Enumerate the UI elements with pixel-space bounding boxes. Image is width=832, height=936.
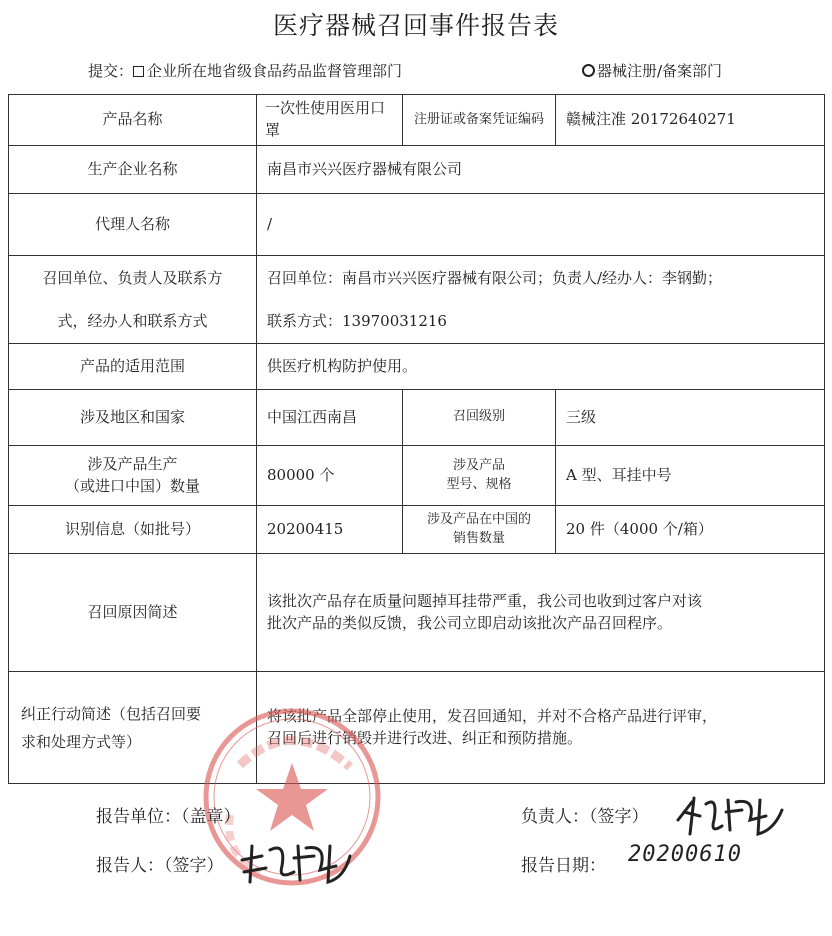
table-row xyxy=(9,95,825,146)
quantity-value: 80000 个 xyxy=(257,446,403,506)
model-label-line2: 型号、规格 xyxy=(446,476,512,492)
table-row xyxy=(9,390,825,446)
registration-label: 注册证或备案凭证编码 xyxy=(403,95,556,146)
corrective-value-line2: 召回后进行销毁并进行改进、纠正和预防措施。 xyxy=(267,728,583,747)
table-row xyxy=(9,554,825,672)
reporter-signature-icon xyxy=(236,838,356,888)
model-label xyxy=(403,446,556,506)
responsible-signature-icon xyxy=(670,790,790,840)
manufacturer-value: 南昌市兴兴医疗器械有限公司 xyxy=(257,146,825,194)
sales-label xyxy=(403,506,556,554)
radio-circle-icon[interactable] xyxy=(582,64,595,77)
table-row xyxy=(9,672,825,784)
table-row xyxy=(9,256,825,344)
quantity-label-line1: 涉及产品生产 xyxy=(87,454,178,473)
submit-left-option: 企业所在地省级食品药品监督管理部门 xyxy=(147,62,403,80)
corrective-value xyxy=(257,672,825,784)
table-row xyxy=(9,506,825,554)
recall-unit-label-line1: 召回单位、负责人及联系方 xyxy=(42,268,223,287)
corrective-label-line1: 纠正行动简述（包括召回要 xyxy=(21,704,202,723)
report-unit-label: 报告单位：（盖章） xyxy=(96,807,241,827)
table-row xyxy=(9,194,825,256)
agent-value: / xyxy=(257,194,825,256)
quantity-label-line2: （或进口中国）数量 xyxy=(64,476,200,495)
quantity-label xyxy=(9,446,257,506)
reason-value xyxy=(257,554,825,672)
agent-label: 代理人名称 xyxy=(9,194,257,256)
recall-unit-value-line1: 召回单位：南昌市兴兴医疗器械有限公司；负责人/经办人：李钢勤； xyxy=(267,268,723,287)
model-value: A 型、耳挂中号 xyxy=(556,446,825,506)
table-row xyxy=(9,146,825,194)
table-row xyxy=(9,446,825,506)
reason-value-line1: 该批次产品存在质量问题掉耳挂带严重，我公司也收到过客户对该 xyxy=(267,591,703,610)
recall-unit-value xyxy=(257,256,825,344)
checkbox-icon[interactable] xyxy=(133,66,144,77)
corrective-value-line1: 将该批产品全部停止使用，发召回通知，并对不合格产品进行评审， xyxy=(267,706,718,725)
table-row xyxy=(9,344,825,390)
region-value: 中国江西南昌 xyxy=(257,390,403,446)
sales-label-line2: 销售数量 xyxy=(452,530,505,546)
submit-right-option: 器械注册/备案部门 xyxy=(597,62,723,80)
registration-value: 赣械注准 20172640271 xyxy=(556,95,825,146)
manufacturer-label: 生产企业名称 xyxy=(9,146,257,194)
recall-unit-label-line2: 式，经办人和联系方式 xyxy=(57,311,208,330)
responsible-label: 负责人：（签字） xyxy=(521,807,649,827)
report-date-value: 20200610 xyxy=(628,842,742,867)
submit-label: 提交： xyxy=(88,62,134,80)
reason-value-line2: 批次产品的类似反馈，我公司立即启动该批次产品召回程序。 xyxy=(267,613,673,632)
recall-unit-value-line2: 联系方式：13970031216 xyxy=(267,311,447,330)
product-name-value: 一次性使用医用口罩 xyxy=(257,95,403,146)
form-title: 医疗器械召回事件报告表 xyxy=(272,11,559,40)
report-table xyxy=(8,94,825,784)
batch-label: 识别信息（如批号） xyxy=(9,506,257,554)
sales-value: 20 件（4000 个/箱） xyxy=(556,506,825,554)
recall-level-value: 三级 xyxy=(556,390,825,446)
model-label-line1: 涉及产品 xyxy=(452,457,505,473)
submit-right xyxy=(582,60,722,81)
product-name-label: 产品名称 xyxy=(9,95,257,146)
batch-value: 20200415 xyxy=(257,506,403,554)
submit-left xyxy=(88,60,402,81)
report-date-label: 报告日期： xyxy=(521,856,606,876)
recall-level-label: 召回级别 xyxy=(403,390,556,446)
region-label: 涉及地区和国家 xyxy=(9,390,257,446)
scope-value: 供医疗机构防护使用。 xyxy=(257,344,825,390)
corrective-label xyxy=(9,672,257,784)
scope-label: 产品的适用范围 xyxy=(9,344,257,390)
corrective-label-line2: 求和处理方式等） xyxy=(21,732,142,751)
recall-unit-label xyxy=(9,256,257,344)
reason-label: 召回原因简述 xyxy=(9,554,257,672)
sales-label-line1: 涉及产品在中国的 xyxy=(426,511,531,527)
reporter-label: 报告人：（签字） xyxy=(96,856,224,876)
